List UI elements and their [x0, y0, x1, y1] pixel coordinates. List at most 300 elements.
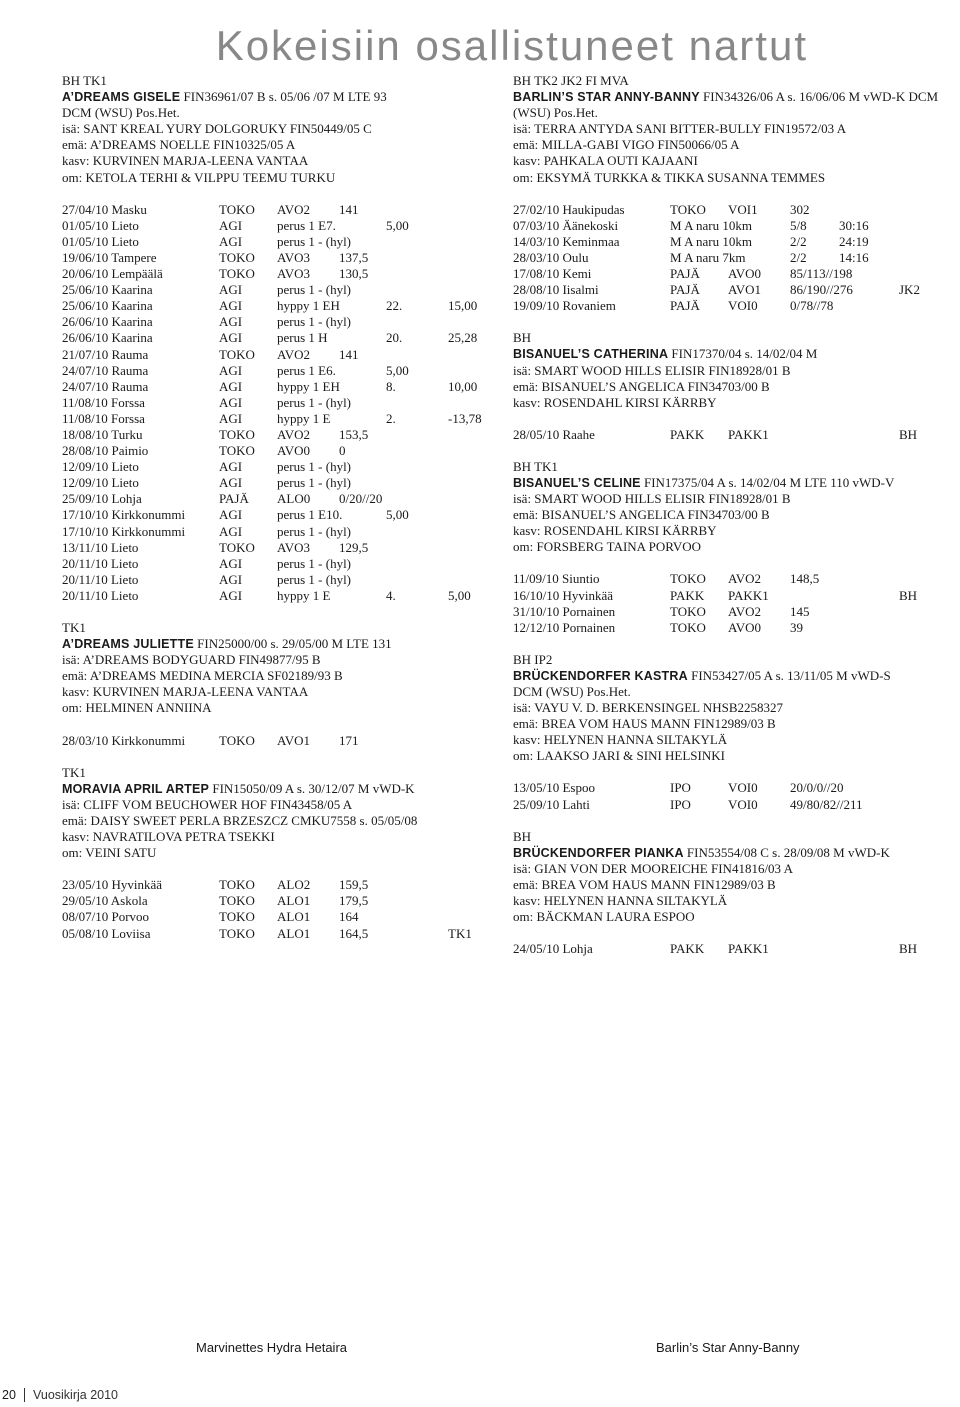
pedigree-line: isä: CLIFF VOM BEUCHOWER HOF FIN43458/05 A: [62, 796, 353, 812]
dog-name-line: [62, 89, 492, 105]
pedigree-line: isä: VAYU V. D. BERKENSINGEL NHSB2258327: [513, 700, 784, 716]
result-row: [62, 266, 492, 282]
result-cell: IPO: [670, 780, 691, 796]
result-cell: 20/11/10 Lieto: [62, 555, 139, 571]
result-row: [62, 733, 492, 749]
registration-info: FIN53554/08 C s. 28/09/08 M vWD-K: [683, 844, 890, 860]
result-cell: 0/78//78: [790, 298, 834, 314]
result-cell: TOKO: [219, 732, 255, 748]
result-row: [513, 218, 958, 234]
result-cell: TOKO: [670, 619, 706, 635]
result-cell: 5,00: [448, 587, 471, 603]
result-cell: 26/06/10 Kaarina: [62, 330, 153, 346]
pedigree-line: kasv: KURVINEN MARJA-LEENA VANTAA: [62, 153, 309, 169]
result-cell: 0/20//20: [339, 491, 383, 507]
result-cell: AVO3: [277, 266, 310, 282]
result-cell: 24/05/10 Lohja: [513, 941, 593, 957]
pedigree-line: om: EKSYMÄ TURKKA & TIKKA SUSANNA TEMMES: [513, 169, 826, 185]
pedigree-line: om: FORSBERG TAINA PORVOO: [513, 539, 702, 555]
result-cell: PAKK1: [728, 941, 769, 957]
result-row: [62, 379, 492, 395]
result-cell: perus 1 - (hyl): [277, 475, 352, 491]
result-row: [62, 363, 492, 379]
result-cell: 145: [790, 603, 810, 619]
result-cell: 14:16: [839, 249, 869, 265]
pedigree-line: om: HELMINEN ANNIINA: [62, 700, 212, 716]
result-cell: 22.: [386, 298, 403, 314]
page-number: 20: [0, 1388, 25, 1402]
result-cell: PAJÄ: [670, 282, 700, 298]
result-cell: AGI: [219, 378, 243, 394]
dog-entry: [513, 652, 958, 765]
result-cell: 24/07/10 Rauma: [62, 378, 149, 394]
result-row: [62, 556, 492, 572]
dog-name-line: [513, 89, 958, 105]
result-cell: 19/09/10 Rovaniem: [513, 298, 616, 314]
results-gap: [62, 861, 492, 877]
pedigree-line: DCM (WSU) Pos.Het.: [513, 684, 631, 699]
result-cell: 26/06/10 Kaarina: [62, 314, 153, 330]
result-cell: 25/06/10 Kaarina: [62, 298, 153, 314]
result-cell: 25/09/10 Lohja: [62, 491, 142, 507]
result-cell: TOKO: [219, 426, 255, 442]
pedigree-line: kasv: PAHKALA OUTI KAJAANI: [513, 153, 698, 169]
result-cell: AVO2: [728, 603, 761, 619]
result-cell: TOKO: [219, 249, 255, 265]
registration-info: FIN34326/06 A s. 16/06/06 M vWD-K DCM: [699, 89, 939, 105]
pedigree-line: emä: A’DREAMS MEDINA MERCIA SF02189/93 B: [62, 668, 343, 684]
result-cell: 24:19: [839, 233, 869, 249]
result-cell: 0: [339, 443, 346, 459]
result-cell: 28/08/10 Iisalmi: [513, 282, 599, 298]
result-cell: 86/190//276: [790, 282, 853, 298]
result-cell: ALO1: [277, 893, 311, 909]
result-cell: VOI0: [728, 796, 758, 812]
result-row: [513, 298, 958, 314]
result-cell: AVO0: [728, 619, 761, 635]
result-row: [62, 298, 492, 314]
result-row: [62, 427, 492, 443]
result-row: [62, 588, 492, 604]
result-cell: 19/06/10 Tampere: [62, 249, 157, 265]
result-cell: 27/02/10 Haukipudas: [513, 201, 625, 217]
results-gap: [513, 186, 958, 202]
title-line: BH IP2: [513, 651, 553, 667]
result-cell: ALO2: [277, 877, 311, 893]
result-cell: 01/05/10 Lieto: [62, 233, 139, 249]
result-cell: 10,00: [448, 378, 478, 394]
pedigree-line: emä: BISANUEL’S ANGELICA FIN34703/00 B: [513, 507, 770, 523]
result-row: [62, 540, 492, 556]
result-row: [62, 475, 492, 491]
section-gap: [513, 314, 958, 330]
result-cell: 13/11/10 Lieto: [62, 539, 139, 555]
result-cell: 129,5: [339, 539, 369, 555]
result-row: [62, 250, 492, 266]
pedigree-line: isä: A’DREAMS BODYGUARD FIN49877/95 B: [62, 652, 321, 668]
result-cell: AVO0: [728, 266, 761, 282]
result-cell: perus 1 - (hyl): [277, 282, 352, 298]
dog-entry: [513, 330, 958, 410]
result-cell: 4.: [386, 587, 396, 603]
result-cell: 17/08/10 Kemi: [513, 266, 592, 282]
result-cell: TOKO: [219, 877, 255, 893]
dog-name: BARLIN’S STAR ANNY-BANNY: [513, 90, 700, 105]
page-footer: [0, 1388, 118, 1402]
pedigree-line: DCM (WSU) Pos.Het.: [62, 105, 180, 121]
result-row: [62, 234, 492, 250]
result-cell: AVO1: [277, 732, 310, 748]
result-cell: TOKO: [219, 925, 255, 941]
result-cell: 164: [339, 909, 359, 925]
result-cell: 18/08/10 Turku: [62, 426, 143, 442]
result-cell: 5,00: [386, 217, 409, 233]
result-cell: AGI: [219, 362, 243, 378]
result-row: [513, 427, 958, 443]
result-cell: AGI: [219, 571, 243, 587]
result-cell: 11/08/10 Forssa: [62, 394, 145, 410]
result-cell: 29/05/10 Askola: [62, 893, 148, 909]
result-row: [513, 266, 958, 282]
registration-info: FIN25000/00 s. 29/05/00 M LTE 131: [193, 636, 392, 652]
results-gap: [513, 764, 958, 780]
results-gap: [62, 186, 492, 202]
results-table: [513, 202, 958, 315]
result-cell: 39: [790, 619, 803, 635]
page-title: Kokeisiin osallistuneet nartut: [215, 22, 808, 70]
result-cell: 05/08/10 Loviisa: [62, 925, 151, 941]
result-cell: ALO0: [277, 491, 311, 507]
result-cell: 20/11/10 Lieto: [62, 587, 139, 603]
result-cell: 141: [339, 346, 359, 362]
result-cell: ALO1: [277, 925, 311, 941]
result-row: [513, 620, 958, 636]
registration-info: FIN17375/04 A s. 14/02/04 M LTE 110 vWD-V: [640, 474, 895, 490]
result-cell: AGI: [219, 523, 243, 539]
result-row: [513, 202, 958, 218]
result-cell: perus 1 - (hyl): [277, 571, 352, 587]
result-cell: JK2: [899, 282, 920, 298]
result-cell: TOKO: [670, 571, 706, 587]
result-cell: M A naru 7km: [670, 249, 746, 265]
result-cell: TOKO: [670, 201, 706, 217]
dog-entry: [513, 459, 958, 556]
pedigree-line: kasv: ROSENDAHL KIRSI KÄRRBY: [513, 394, 717, 410]
result-cell: AGI: [219, 459, 243, 475]
result-cell: 2.: [386, 410, 396, 426]
result-cell: 28/08/10 Paimio: [62, 443, 149, 459]
result-row: [62, 491, 492, 507]
result-cell: 25/09/10 Lahti: [513, 796, 590, 812]
result-cell: 11/08/10 Forssa: [62, 410, 145, 426]
result-cell: TOKO: [219, 443, 255, 459]
result-cell: 179,5: [339, 893, 369, 909]
result-cell: AGI: [219, 410, 243, 426]
result-cell: 20.: [386, 330, 403, 346]
dog-name-line: [513, 845, 958, 861]
pedigree-line: isä: GIAN VON DER MOOREICHE FIN41816/03 A: [513, 860, 793, 876]
pedigree-line: kasv: HELYNEN HANNA SILTAKYLÄ: [513, 732, 728, 748]
result-cell: 12/09/10 Lieto: [62, 475, 139, 491]
pedigree-line: isä: SMART WOOD HILLS ELISIR FIN18928/01 B: [513, 491, 791, 507]
result-cell: 130,5: [339, 266, 369, 282]
result-cell: 30:16: [839, 217, 869, 233]
result-cell: AVO3: [277, 249, 310, 265]
result-cell: 25,28: [448, 330, 478, 346]
dog-name: BISANUEL’S CATHERINA: [513, 347, 669, 362]
result-cell: 20/06/10 Lempäälä: [62, 266, 163, 282]
result-cell: TOKO: [219, 909, 255, 925]
dog-name-line: [513, 475, 958, 491]
result-cell: AVO2: [277, 426, 310, 442]
result-cell: AGI: [219, 507, 243, 523]
result-cell: perus 1 - (hyl): [277, 394, 352, 410]
result-cell: perus 1 - (hyl): [277, 555, 352, 571]
title-line: TK1: [62, 764, 86, 780]
result-cell: PAKK: [670, 426, 705, 442]
result-cell: 85/113//198: [790, 266, 853, 282]
result-cell: AGI: [219, 475, 243, 491]
pedigree-line: om: LAAKSO JARI & SINI HELSINKI: [513, 748, 725, 764]
result-cell: 20/0/0//20: [790, 780, 844, 796]
result-cell: AGI: [219, 298, 243, 314]
pedigree-line: kasv: HELYNEN HANNA SILTAKYLÄ: [513, 893, 728, 909]
results-table: [62, 877, 492, 941]
dog-entry: [513, 829, 958, 926]
result-row: [62, 524, 492, 540]
title-line: BH TK2 JK2 FI MVA: [513, 73, 629, 88]
result-cell: 17/10/10 Kirkkonummi: [62, 523, 186, 539]
result-cell: perus 1 - (hyl): [277, 459, 352, 475]
section-gap: [513, 813, 958, 829]
result-cell: 25/06/10 Kaarina: [62, 282, 153, 298]
pedigree-line: om: BÄCKMAN LAURA ESPOO: [513, 909, 695, 925]
dog-name: MORAVIA APRIL ARTEP: [62, 781, 210, 796]
result-cell: 171: [339, 732, 359, 748]
result-cell: hyppy 1 EH: [277, 378, 340, 394]
result-cell: 28/05/10 Raahe: [513, 426, 595, 442]
result-cell: 49/80/82//211: [790, 796, 863, 812]
result-cell: -13,78: [448, 410, 482, 426]
result-cell: perus 1 - (hyl): [277, 233, 352, 249]
result-cell: perus 1 E6.: [277, 362, 336, 378]
result-row: [62, 314, 492, 330]
registration-info: FIN36961/07 B s. 05/06 /07 M LTE 93: [180, 89, 387, 105]
result-cell: 8.: [386, 378, 396, 394]
result-cell: 5,00: [386, 362, 409, 378]
result-cell: TOKO: [670, 603, 706, 619]
result-cell: PAJÄ: [219, 491, 249, 507]
photo-caption-right: Barlin’s Star Anny-Banny: [656, 1340, 800, 1355]
result-cell: perus 1 E10.: [277, 507, 343, 523]
result-cell: perus 1 E7.: [277, 217, 336, 233]
result-cell: hyppy 1 E: [277, 587, 331, 603]
result-cell: TOKO: [219, 266, 255, 282]
result-row: [513, 941, 958, 957]
result-cell: 13/05/10 Espoo: [513, 780, 595, 796]
result-cell: AGI: [219, 314, 243, 330]
result-row: [513, 571, 958, 587]
result-row: [62, 443, 492, 459]
result-cell: perus 1 - (hyl): [277, 314, 352, 330]
pedigree-line: emä: BISANUEL’S ANGELICA FIN34703/00 B: [513, 378, 770, 394]
result-cell: hyppy 1 EH: [277, 298, 340, 314]
result-row: [62, 909, 492, 925]
result-cell: 302: [790, 201, 810, 217]
result-cell: AGI: [219, 555, 243, 571]
dog-entry: [62, 765, 492, 862]
result-cell: M A naru 10km: [670, 217, 752, 233]
results-table: [513, 427, 958, 443]
results-table: [513, 780, 958, 812]
left-column: [62, 73, 492, 942]
pedigree-line: om: VEINI SATU: [62, 845, 157, 861]
result-cell: 5/8: [790, 217, 807, 233]
pedigree-line: emä: DAISY SWEET PERLA BRZESZCZ CMKU7558 s. 05/05/08: [62, 812, 418, 828]
title-line: TK1: [62, 620, 86, 635]
result-row: [513, 604, 958, 620]
publication-name: Vuosikirja 2010: [33, 1388, 119, 1402]
result-cell: 28/03/10 Kirkkonummi: [62, 732, 186, 748]
result-cell: 28/03/10 Oulu: [513, 249, 589, 265]
result-cell: AGI: [219, 233, 243, 249]
section-gap: [513, 636, 958, 652]
registration-info: FIN15050/09 A s. 30/12/07 M vWD-K: [209, 780, 415, 796]
registration-info: FIN53427/05 A s. 13/11/05 M vWD-S: [687, 667, 891, 683]
results-gap: [513, 555, 958, 571]
results-table: [62, 202, 492, 604]
pedigree-line: emä: BREA VOM HAUS MANN FIN12989/03 B: [513, 716, 776, 732]
result-cell: 12/12/10 Pornainen: [513, 619, 616, 635]
result-row: [62, 282, 492, 298]
result-cell: 24/07/10 Rauma: [62, 362, 149, 378]
photo-caption-left: Marvinettes Hydra Hetaira: [196, 1340, 347, 1355]
result-cell: PAJÄ: [670, 298, 700, 314]
pedigree-line: kasv: ROSENDAHL KIRSI KÄRRBY: [513, 523, 717, 539]
result-cell: TOKO: [219, 201, 255, 217]
result-cell: BH: [899, 941, 918, 957]
result-cell: 2/2: [790, 249, 807, 265]
dog-name: BISANUEL’S CELINE: [513, 475, 641, 490]
dog-name: BRÜCKENDORFER PIANKA: [513, 845, 684, 860]
pedigree-line: isä: TERRA ANTYDA SANI BITTER-BULLY FIN19572/03 A: [513, 121, 847, 137]
result-cell: M A naru 10km: [670, 233, 752, 249]
dog-name-line: [513, 668, 958, 684]
result-cell: PAKK1: [728, 426, 769, 442]
registration-info: FIN17370/04 s. 14/02/04 M: [668, 346, 818, 362]
pedigree-line: (WSU) Pos.Het.: [513, 105, 598, 121]
right-column: [513, 73, 958, 957]
dog-name: BRÜCKENDORFER KASTRA: [513, 668, 688, 683]
dog-name-line: [62, 781, 492, 797]
results-gap: [62, 717, 492, 733]
result-row: [513, 234, 958, 250]
result-cell: 14/03/10 Keminmaa: [513, 233, 620, 249]
result-cell: 11/09/10 Siuntio: [513, 571, 600, 587]
pedigree-line: emä: BREA VOM HAUS MANN FIN12989/03 B: [513, 876, 776, 892]
result-row: [62, 330, 492, 346]
result-cell: PAJÄ: [670, 266, 700, 282]
result-row: [513, 588, 958, 604]
section-gap: [62, 749, 492, 765]
result-cell: 137,5: [339, 249, 369, 265]
result-cell: 16/10/10 Hyvinkää: [513, 587, 614, 603]
result-cell: ALO1: [277, 909, 311, 925]
dog-entry: [62, 73, 492, 186]
result-cell: TOKO: [219, 893, 255, 909]
result-cell: VOI0: [728, 298, 758, 314]
result-cell: TOKO: [219, 539, 255, 555]
result-cell: AGI: [219, 330, 243, 346]
result-row: [62, 572, 492, 588]
result-cell: 164,5: [339, 925, 369, 941]
result-cell: 23/05/10 Hyvinkää: [62, 877, 163, 893]
result-cell: 148,5: [790, 571, 820, 587]
result-cell: BH: [899, 587, 918, 603]
result-cell: AVO3: [277, 539, 310, 555]
result-cell: PAKK: [670, 587, 705, 603]
result-cell: hyppy 1 E: [277, 410, 331, 426]
dog-name-line: [513, 346, 958, 362]
title-line: BH: [513, 330, 532, 346]
result-cell: AVO2: [728, 571, 761, 587]
result-cell: BH: [899, 426, 918, 442]
result-row: [62, 218, 492, 234]
result-cell: 159,5: [339, 877, 369, 893]
dog-name: A’DREAMS GISELE: [62, 90, 181, 105]
title-line: BH: [513, 828, 532, 844]
result-cell: VOI0: [728, 780, 758, 796]
result-cell: AGI: [219, 394, 243, 410]
result-cell: AGI: [219, 217, 243, 233]
result-cell: 21/07/10 Rauma: [62, 346, 149, 362]
pedigree-line: emä: MILLA-GABI VIGO FIN50066/05 A: [513, 137, 740, 153]
dog-entry: [62, 620, 492, 717]
result-cell: AVO2: [277, 201, 310, 217]
result-cell: AGI: [219, 587, 243, 603]
result-cell: 2/2: [790, 233, 807, 249]
result-row: [513, 780, 958, 796]
result-cell: perus 1 - (hyl): [277, 523, 352, 539]
result-row: [62, 877, 492, 893]
result-cell: 12/09/10 Lieto: [62, 459, 139, 475]
pedigree-line: om: KETOLA TERHI & VILPPU TEEMU TURKU: [62, 169, 336, 185]
pedigree-line: emä: A’DREAMS NOELLE FIN10325/05 A: [62, 137, 296, 153]
result-row: [62, 507, 492, 523]
section-gap: [62, 604, 492, 620]
result-cell: IPO: [670, 796, 691, 812]
results-gap: [513, 925, 958, 941]
result-cell: 153,5: [339, 426, 369, 442]
results-table: [62, 733, 492, 749]
result-cell: TK1: [448, 925, 472, 941]
result-cell: 20/11/10 Lieto: [62, 571, 139, 587]
result-cell: 08/07/10 Porvoo: [62, 909, 150, 925]
pedigree-line: isä: SMART WOOD HILLS ELISIR FIN18928/01 B: [513, 362, 791, 378]
results-table: [513, 571, 958, 635]
results-table: [513, 941, 958, 957]
result-cell: 15,00: [448, 298, 478, 314]
pedigree-line: kasv: NAVRATILOVA PETRA TSEKKI: [62, 829, 275, 845]
dog-entry: [513, 73, 958, 186]
result-row: [62, 926, 492, 942]
result-cell: AVO1: [728, 282, 761, 298]
result-row: [62, 459, 492, 475]
result-cell: 01/05/10 Lieto: [62, 217, 139, 233]
result-cell: AVO0: [277, 443, 310, 459]
result-cell: 27/04/10 Masku: [62, 201, 147, 217]
pedigree-line: isä: SANT KREAL YURY DOLGORUKY FIN50449/05 C: [62, 121, 372, 137]
